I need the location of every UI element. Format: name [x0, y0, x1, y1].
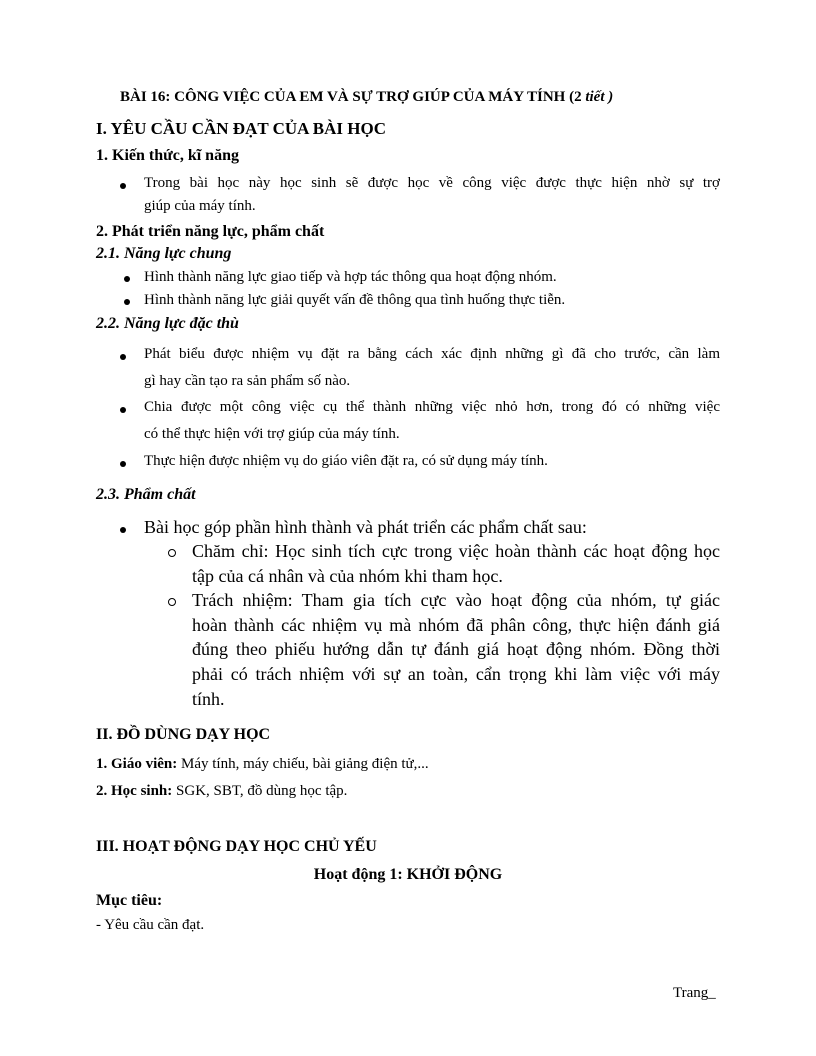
teacher-value: Máy tính, máy chiếu, bài giảng điện tử,...	[177, 756, 429, 772]
general-item-2: Hình thành năng lực giải quyết vấn đề thông qua tình huống thực tiễn.	[144, 292, 566, 308]
teacher-line	[96, 756, 429, 773]
quality-item-2-line-2: hoàn thành các nhiệm vụ mà nhóm đã phân công, thực hiện đánh giá	[192, 615, 720, 635]
quality-item-1-line-2: tập của cá nhân và của nhóm khi tham học.	[192, 566, 503, 586]
specific-competence-heading: 2.2. Năng lực đặc thù	[96, 315, 239, 332]
bullet-icon	[120, 407, 126, 413]
quality-item-2-line-3: đúng theo phiếu hướng dẫn tự đánh giá hoạt động nhóm. Đồng thời	[192, 639, 720, 659]
sub-1-item-line-2: giúp của máy tính.	[144, 198, 256, 214]
section-3-heading: III. HOẠT ĐỘNG DẠY HỌC CHỦ YẾU	[96, 838, 377, 855]
goal-item: - Yêu cầu cần đạt.	[96, 917, 205, 933]
bullet-icon	[120, 527, 126, 533]
activity-title: Hoạt động 1: KHỞI ĐỘNG	[313, 866, 503, 883]
circle-bullet-icon	[168, 549, 176, 557]
specific-item-3: Thực hiện được nhiệm vụ do giáo viên đặt ra, có sử dụng máy tính.	[144, 453, 548, 469]
page-number-label: Trang_	[673, 985, 716, 1001]
sub-1-item-line-1: Trong bài học này học sinh sẽ được học về công việc được thực hiện nhờ sự trợ	[144, 175, 720, 191]
sub-2-heading: 2. Phát triển năng lực, phẩm chất	[96, 223, 325, 240]
specific-item-1-line-2: gì hay cần tạo ra sản phẩm số nào.	[144, 373, 351, 389]
sub-1-heading: 1. Kiến thức, kĩ năng	[96, 147, 239, 164]
quality-intro: Bài học góp phần hình thành và phát triển các phẩm chất sau:	[144, 517, 587, 537]
specific-item-2-line-1: Chia được một công việc cụ thể thành những việc nhỏ hơn, trong đó có những việc	[144, 399, 720, 415]
quality-item-2-line-1: Trách nhiệm: Tham gia tích cực vào hoạt động của nhóm, tự giác	[192, 590, 720, 610]
student-value: SGK, SBT, đồ dùng học tập.	[172, 783, 348, 799]
specific-item-2-line-2: có thể thực hiện với trợ giúp của máy tính.	[144, 426, 400, 442]
circle-bullet-icon	[168, 598, 176, 606]
quality-heading: 2.3. Phẩm chất	[96, 486, 196, 503]
bullet-icon	[120, 183, 126, 189]
bullet-icon	[124, 299, 130, 305]
quality-item-2-line-4: phải có trách nhiệm với sự an toàn, cẩn trọng khi làm việc với máy	[192, 664, 720, 684]
section-1-heading: I. YÊU CẦU CẦN ĐẠT CỦA BÀI HỌC	[96, 119, 386, 138]
lesson-title-tail: tiết )	[585, 89, 614, 105]
bullet-icon	[120, 461, 126, 467]
bullet-icon	[120, 354, 126, 360]
teacher-label: 1. Giáo viên:	[96, 756, 178, 772]
quality-item-2-line-5: tính.	[192, 689, 225, 709]
bullet-icon	[124, 276, 130, 282]
goal-heading: Mục tiêu:	[96, 892, 163, 909]
student-label: 2. Học sinh:	[96, 783, 173, 799]
section-2-heading: II. ĐỒ DÙNG DẠY HỌC	[96, 726, 271, 743]
lesson-title-main: BÀI 16: CÔNG VIỆC CỦA EM VÀ SỰ TRỢ GIÚP CỦA MÁY TÍNH (2	[120, 89, 586, 105]
specific-item-1-line-1: Phát biểu được nhiệm vụ đặt ra bằng cách xác định những gì đã cho trước, cần làm	[144, 346, 720, 362]
student-line	[96, 783, 347, 800]
lesson-title	[120, 89, 613, 106]
general-competence-heading: 2.1. Năng lực chung	[96, 245, 232, 262]
quality-item-1-line-1: Chăm chỉ: Học sinh tích cực trong việc hoàn thành các hoạt động học	[192, 541, 720, 561]
general-item-1: Hình thành năng lực giao tiếp và hợp tác thông qua hoạt động nhóm.	[144, 269, 557, 285]
